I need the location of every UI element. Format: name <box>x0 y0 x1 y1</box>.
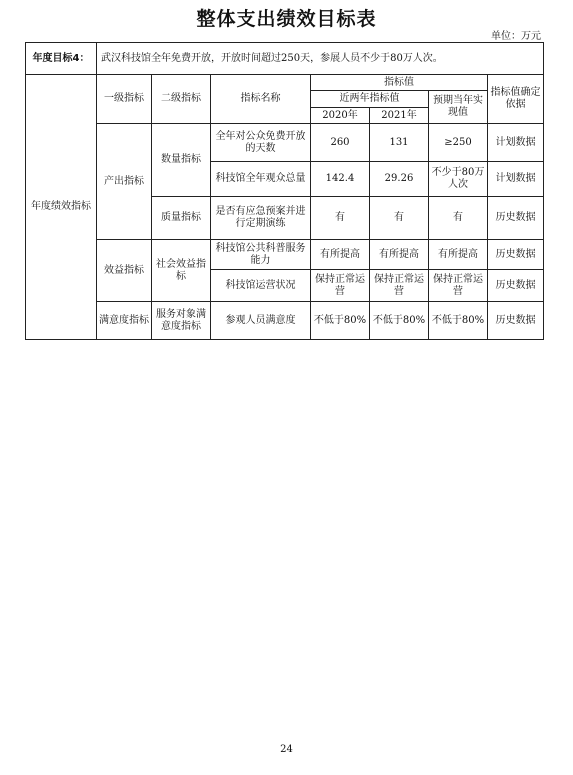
header-level2: 二级指标 <box>152 75 211 124</box>
value-expected: ≥250 <box>429 124 488 162</box>
value-basis: 计划数据 <box>488 162 544 197</box>
group-satisfaction: 满意度指标 <box>97 302 152 340</box>
value-basis: 历史数据 <box>488 270 544 302</box>
group-quantity: 数量指标 <box>152 124 211 197</box>
value-basis: 历史数据 <box>488 240 544 270</box>
value-2021: 有所提高 <box>370 240 429 270</box>
indicator-name: 是否有应急预案并进行定期演练 <box>211 197 311 240</box>
indicator-name: 科技馆公共科普服务能力 <box>211 240 311 270</box>
indicator-name: 科技馆运营状况 <box>211 270 311 302</box>
performance-table <box>25 42 544 340</box>
header-level1: 一级指标 <box>97 75 152 124</box>
group-output: 产出指标 <box>97 124 152 240</box>
value-basis: 计划数据 <box>488 124 544 162</box>
value-basis: 历史数据 <box>488 197 544 240</box>
unit-label: 单位：万元 <box>491 31 541 42</box>
goal-label: 年度目标4： <box>26 43 97 75</box>
value-2021: 29.26 <box>370 162 429 197</box>
header-name: 指标名称 <box>211 75 311 124</box>
value-2020: 有所提高 <box>311 240 370 270</box>
value-2020: 142.4 <box>311 162 370 197</box>
header-basis: 指标值确定依据 <box>488 75 544 124</box>
section-label: 年度绩效指标 <box>26 75 97 340</box>
indicator-name: 科技馆全年观众总量 <box>211 162 311 197</box>
value-2021: 有 <box>370 197 429 240</box>
table-row <box>26 240 544 270</box>
indicator-name: 全年对公众免费开放的天数 <box>211 124 311 162</box>
group-benefit: 效益指标 <box>97 240 152 302</box>
goal-row <box>26 43 544 75</box>
group-quality: 质量指标 <box>152 197 211 240</box>
value-basis: 历史数据 <box>488 302 544 340</box>
value-2021: 保持正常运营 <box>370 270 429 302</box>
value-2020: 260 <box>311 124 370 162</box>
value-expected: 有所提高 <box>429 240 488 270</box>
group-service: 服务对象满意度指标 <box>152 302 211 340</box>
value-expected: 不低于80% <box>429 302 488 340</box>
value-2020: 不低于80% <box>311 302 370 340</box>
indicator-name: 参观人员满意度 <box>211 302 311 340</box>
goal-text: 武汉科技馆全年免费开放，开放时间超过250天，参展人员不少于80万人次。 <box>97 43 544 75</box>
table-row <box>26 124 544 162</box>
header-recent: 近两年指标值 <box>311 91 429 108</box>
header-value: 指标值 <box>311 75 488 91</box>
header-2020: 2020年 <box>311 108 370 124</box>
page-number: 24 <box>280 744 293 755</box>
value-2020: 有 <box>311 197 370 240</box>
value-expected: 不少于80万人次 <box>429 162 488 197</box>
header-row-1 <box>26 75 544 91</box>
value-expected: 有 <box>429 197 488 240</box>
value-2021: 131 <box>370 124 429 162</box>
header-expected: 预期当年实现值 <box>429 91 488 124</box>
value-2020: 保持正常运营 <box>311 270 370 302</box>
page-title: 整体支出绩效目标表 <box>196 8 377 30</box>
table-row <box>26 302 544 340</box>
value-expected: 保持正常运营 <box>429 270 488 302</box>
value-2021: 不低于80% <box>370 302 429 340</box>
group-social: 社会效益指标 <box>152 240 211 302</box>
header-2021: 2021年 <box>370 108 429 124</box>
